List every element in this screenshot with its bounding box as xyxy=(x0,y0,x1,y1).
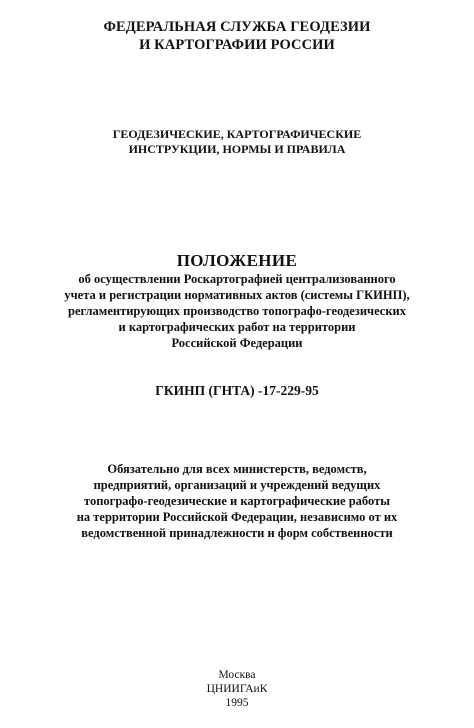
subtitle-line-3: регламентирующих производство топографо-геодезических xyxy=(68,304,406,318)
title-text: ПОЛОЖЕНИЕ xyxy=(176,251,298,270)
publication-imprint xyxy=(0,668,474,710)
obligation-line-4: на территории Российской Федерации, независимо от их xyxy=(76,510,398,524)
series-line-1: ГЕОДЕЗИЧЕСКИЕ, КАРТОГРАФИЧЕСКИЕ xyxy=(112,127,362,141)
document-code xyxy=(0,383,474,399)
agency-header xyxy=(0,18,474,54)
imprint-year: 1995 xyxy=(225,697,249,709)
obligation-line-5: ведомственной принадлежности и форм собственности xyxy=(81,526,393,540)
document-subtitle xyxy=(0,271,474,351)
subtitle-line-2: учета и регистрации нормативных актов (системы ГКИНП), xyxy=(64,288,410,302)
imprint-publisher: ЦНИИГАиК xyxy=(206,683,268,695)
obligation-line-2: предприятий, организаций и учреждений ведущих xyxy=(93,478,381,492)
subtitle-line-1: об осуществлении Роскартографией централизованного xyxy=(78,272,396,286)
subtitle-line-4: и картографических работ на территории xyxy=(118,320,356,334)
series-heading xyxy=(0,127,474,156)
obligation-line-3: топографо-геодезические и картографические работы xyxy=(83,494,391,508)
agency-line-1: ФЕДЕРАЛЬНАЯ СЛУЖБА ГЕОДЕЗИИ xyxy=(103,19,371,35)
imprint-city: Москва xyxy=(218,669,256,681)
obligation-line-1: Обязательно для всех министерств, ведомств, xyxy=(107,462,367,476)
obligation-statement xyxy=(0,461,474,541)
series-line-2: ИНСТРУКЦИИ, НОРМЫ И ПРАВИЛА xyxy=(128,141,346,156)
subtitle-line-5: Российской Федерации xyxy=(171,336,303,350)
doc-code-text: ГКИНП (ГНТА) -17-229-95 xyxy=(155,383,319,398)
document-title xyxy=(0,251,474,271)
agency-line-2: И КАРТОГРАФИИ РОССИИ xyxy=(139,37,335,53)
